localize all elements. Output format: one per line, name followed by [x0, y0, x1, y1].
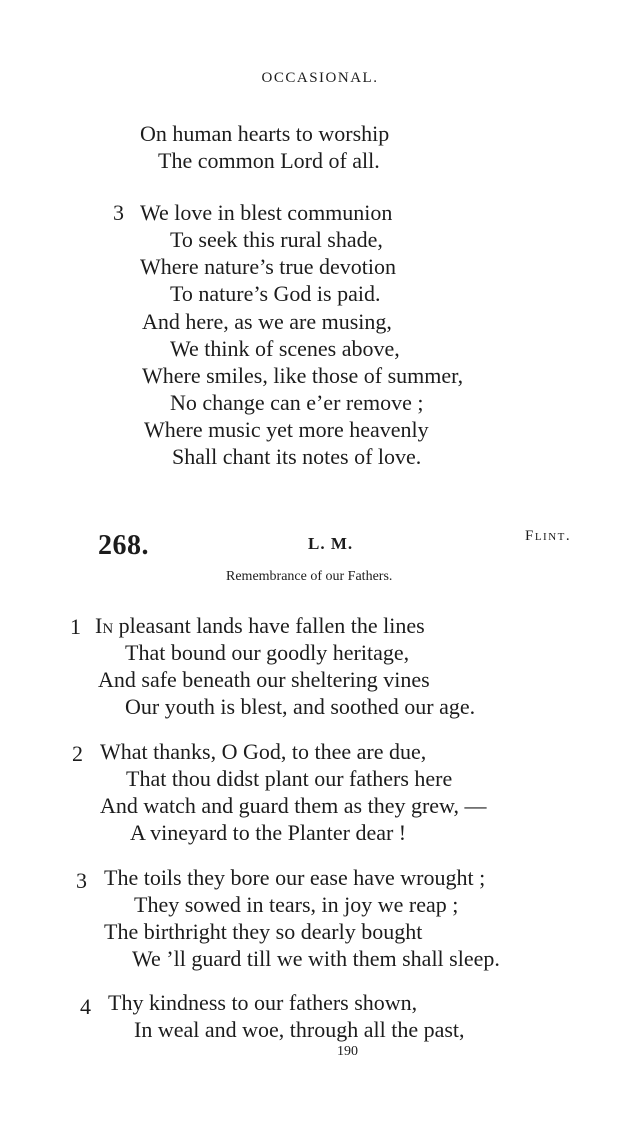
verse-line: We ’ll guard till we with them shall sleep.: [132, 946, 500, 971]
stanza-number: 3: [76, 868, 87, 893]
verse-line: And here, as we are musing,: [142, 309, 392, 334]
first-word: In: [95, 613, 114, 638]
verse-line: The birthright they so dearly bought: [104, 919, 423, 944]
verse-line: To nature’s God is paid.: [170, 281, 381, 306]
first-line-rest: pleasant lands have fallen the lines: [113, 613, 425, 638]
verse-line: We think of scenes above,: [170, 336, 400, 361]
verse-line: The toils they bore our ease have wrought ;: [104, 865, 486, 890]
verse-line: That thou didst plant our fathers here: [126, 766, 453, 791]
verse-line: In weal and woe, through all the past,: [134, 1017, 465, 1042]
verse-line: No change can e’er remove ;: [170, 390, 424, 415]
verse-line: Shall chant its notes of love.: [172, 444, 422, 469]
verse-line: Where music yet more heavenly: [144, 417, 429, 442]
verse-line: What thanks, O God, to thee are due,: [100, 739, 427, 764]
verse-line: The common Lord of all.: [158, 148, 380, 173]
verse-line: To seek this rural shade,: [170, 227, 383, 252]
meter: L. M.: [308, 534, 354, 553]
stanza-number: 2: [72, 741, 83, 766]
verse-line: And watch and guard them as they grew, —: [100, 793, 487, 818]
verse-line: [95, 612, 425, 639]
stanza-number: 1: [70, 614, 81, 639]
verse-line: Our youth is blest, and soothed our age.: [125, 694, 476, 719]
verse-line: And safe beneath our sheltering vines: [98, 667, 430, 692]
tune-name: Flint.: [525, 528, 572, 544]
stanza-number: 3: [113, 200, 124, 225]
running-title: OCCASIONAL.: [261, 70, 379, 86]
verse-line: Where nature’s true devotion: [140, 254, 396, 279]
hymn-subtitle: Remembrance of our Fathers.: [226, 569, 393, 584]
verse-line: Where smiles, like those of summer,: [142, 363, 464, 388]
hymn-number: 268.: [98, 530, 149, 561]
verse-line: On human hearts to worship: [140, 121, 390, 146]
verse-line: We love in blest communion: [140, 200, 393, 225]
verse-line: Thy kindness to our fathers shown,: [108, 990, 418, 1015]
stanza-number: 4: [80, 994, 91, 1019]
verse-line: They sowed in tears, in joy we reap ;: [134, 892, 459, 917]
verse-line: That bound our goodly heritage,: [125, 640, 410, 665]
verse-line: A vineyard to the Planter dear !: [130, 820, 407, 845]
page-number: 190: [337, 1044, 358, 1059]
